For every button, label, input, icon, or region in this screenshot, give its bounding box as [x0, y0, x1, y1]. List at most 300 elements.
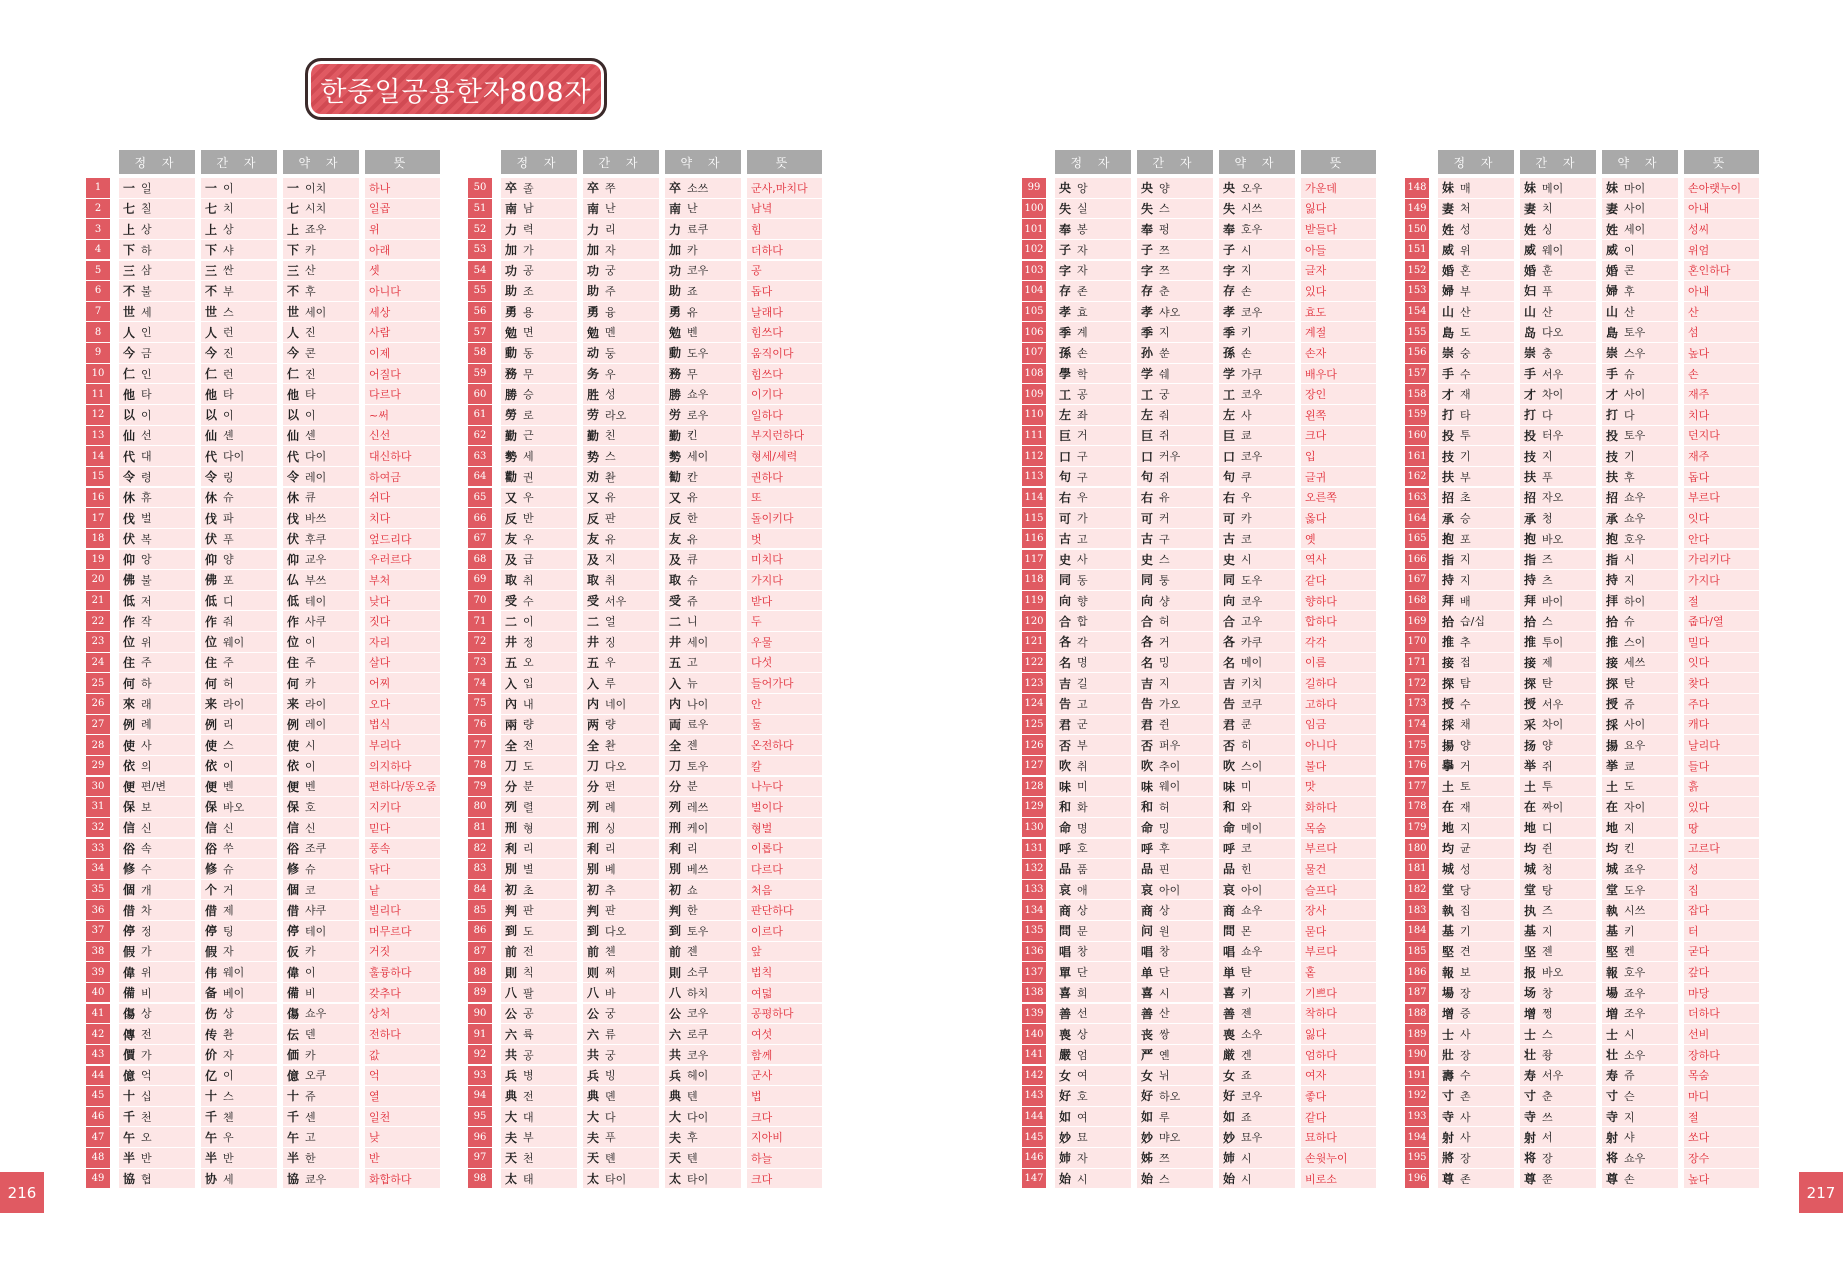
japanese-cell: 孝 코우: [1219, 302, 1295, 322]
simplified-cell: 味 웨이: [1137, 777, 1213, 797]
table-row: [468, 900, 822, 921]
table-row: [1022, 797, 1376, 818]
japanese-cell: 卒 소쓰: [665, 178, 741, 198]
simplified-cell: 如 루: [1137, 1107, 1213, 1127]
traditional-cell: 季 계: [1055, 322, 1131, 342]
table-row: [1022, 446, 1376, 467]
meaning-cell: 크다: [747, 1169, 822, 1189]
simplified-cell: 到 다오: [583, 921, 659, 941]
japanese-cell: 承 쇼우: [1602, 508, 1678, 528]
row-number: 128: [1022, 777, 1046, 797]
table-row: [468, 859, 822, 880]
meaning-cell: 셋: [365, 261, 440, 281]
simplified-cell: 上 상: [201, 219, 277, 239]
row-number: 134: [1022, 900, 1046, 920]
meaning-cell: 빌리다: [365, 900, 440, 920]
traditional-cell: 句 구: [1055, 467, 1131, 487]
traditional-cell: 史 사: [1055, 550, 1131, 570]
japanese-cell: 勢 세이: [665, 446, 741, 466]
meaning-cell: 법칙: [747, 962, 822, 982]
table-row: [1022, 467, 1376, 488]
row-number: 5: [86, 261, 110, 281]
meaning-cell: 손윗누이: [1301, 1148, 1376, 1168]
meaning-cell: 위엄: [1684, 240, 1759, 260]
traditional-cell: 他 타: [119, 384, 195, 404]
simplified-cell: 场 창: [1520, 983, 1596, 1003]
simplified-cell: 妙 먀오: [1137, 1127, 1213, 1147]
japanese-cell: 午 고: [283, 1127, 359, 1147]
simplified-cell: 功 궁: [583, 261, 659, 281]
meaning-cell: 반: [365, 1148, 440, 1168]
row-number: 30: [86, 777, 110, 797]
simplified-cell: 低 디: [201, 591, 277, 611]
traditional-cell: 修 수: [119, 859, 195, 879]
table-row: [86, 488, 440, 509]
row-number: 42: [86, 1024, 110, 1044]
row-number: 100: [1022, 199, 1046, 219]
table-row: [1022, 1024, 1376, 1045]
japanese-cell: 央 오우: [1219, 178, 1295, 198]
table-row: [86, 673, 440, 694]
simplified-cell: 商 상: [1137, 900, 1213, 920]
traditional-cell: 太 태: [501, 1169, 577, 1189]
meaning-cell: 목숨: [1684, 1066, 1759, 1086]
japanese-cell: 善 젠: [1219, 1004, 1295, 1024]
row-number: 194: [1405, 1127, 1429, 1147]
japanese-cell: 仰 교우: [283, 550, 359, 570]
traditional-cell: 妙 묘: [1055, 1127, 1131, 1147]
table-row: [468, 488, 822, 509]
japanese-cell: 味 미: [1219, 777, 1295, 797]
simplified-cell: 吉 지: [1137, 673, 1213, 693]
japanese-cell: 七 시치: [283, 199, 359, 219]
table-row: [86, 797, 440, 818]
traditional-cell: 人 인: [119, 322, 195, 342]
traditional-cell: 分 분: [501, 777, 577, 797]
traditional-cell: 兩 량: [501, 715, 577, 735]
row-number: 32: [86, 818, 110, 838]
traditional-cell: 持 지: [1438, 570, 1514, 590]
table-row: [86, 343, 440, 364]
japanese-cell: 告 코쿠: [1219, 694, 1295, 714]
japanese-cell: 単 탄: [1219, 962, 1295, 982]
simplified-cell: 射 서: [1520, 1127, 1596, 1147]
japanese-cell: 投 토우: [1602, 426, 1678, 446]
japanese-cell: 兵 헤이: [665, 1066, 741, 1086]
japanese-cell: 及 큐: [665, 550, 741, 570]
table-row: [1405, 261, 1759, 282]
simplified-cell: 取 취: [583, 570, 659, 590]
table-row: [1405, 777, 1759, 798]
traditional-cell: 妻 처: [1438, 199, 1514, 219]
table-row: [468, 715, 822, 736]
row-number: 4: [86, 240, 110, 260]
japanese-cell: 合 고우: [1219, 611, 1295, 631]
meaning-cell: 부지런하다: [747, 426, 822, 446]
table-row: [1405, 653, 1759, 674]
simplified-cell: 命 밍: [1137, 818, 1213, 838]
row-number: 158: [1405, 384, 1429, 404]
traditional-cell: 勇 용: [501, 302, 577, 322]
table-row: [468, 839, 822, 860]
row-number: 14: [86, 446, 110, 466]
japanese-cell: 才 사이: [1602, 384, 1678, 404]
row-number: 39: [86, 962, 110, 982]
japanese-cell: 来 라이: [283, 694, 359, 714]
meaning-cell: 여섯: [747, 1024, 822, 1044]
table-row: [1405, 1045, 1759, 1066]
simplified-cell: 告 가오: [1137, 694, 1213, 714]
meaning-cell: 고하다: [1301, 694, 1376, 714]
traditional-cell: 今 금: [119, 343, 195, 363]
simplified-cell: 不 부: [201, 281, 277, 301]
simplified-cell: 何 허: [201, 673, 277, 693]
table-row: [86, 611, 440, 632]
table-row: [468, 199, 822, 220]
table-row: [1022, 756, 1376, 777]
simplified-cell: 右 유: [1137, 488, 1213, 508]
table-row: [468, 1148, 822, 1169]
japanese-cell: 代 다이: [283, 446, 359, 466]
japanese-cell: 探 탄: [1602, 673, 1678, 693]
japanese-cell: 接 세쓰: [1602, 653, 1678, 673]
simplified-cell: 土 투: [1520, 777, 1596, 797]
simplified-cell: 仁 런: [201, 364, 277, 384]
simplified-cell: 央 양: [1137, 178, 1213, 198]
row-number: 107: [1022, 343, 1046, 363]
row-number: 38: [86, 942, 110, 962]
japanese-cell: 一 이치: [283, 178, 359, 198]
traditional-cell: 公 공: [501, 1004, 577, 1024]
row-number: 132: [1022, 859, 1046, 879]
row-number: 166: [1405, 550, 1429, 570]
column-header: 약 자: [283, 150, 359, 174]
japanese-cell: 均 킨: [1602, 839, 1678, 859]
meaning-cell: 향하다: [1301, 591, 1376, 611]
japanese-cell: 三 산: [283, 261, 359, 281]
row-number: 173: [1405, 694, 1429, 714]
row-number: 187: [1405, 983, 1429, 1003]
column-header: 약 자: [665, 150, 741, 174]
meaning-cell: 전하다: [365, 1024, 440, 1044]
traditional-cell: 報 보: [1438, 962, 1514, 982]
traditional-cell: 地 지: [1438, 818, 1514, 838]
traditional-cell: 如 여: [1055, 1107, 1131, 1127]
japanese-cell: 堅 켄: [1602, 942, 1678, 962]
meaning-cell: 칼: [747, 756, 822, 776]
simplified-cell: 孝 샤오: [1137, 302, 1213, 322]
japanese-cell: 挙 쿄: [1602, 756, 1678, 776]
table-row: [1405, 405, 1759, 426]
meaning-cell: 이기다: [747, 384, 822, 404]
simplified-cell: 才 차이: [1520, 384, 1596, 404]
simplified-cell: 伟 웨이: [201, 962, 277, 982]
table-row: [86, 694, 440, 715]
table-row: [1405, 570, 1759, 591]
simplified-cell: 太 타이: [583, 1169, 659, 1189]
simplified-cell: 左 줘: [1137, 405, 1213, 425]
traditional-cell: 子 자: [1055, 240, 1131, 260]
table-row: [1022, 1127, 1376, 1148]
japanese-cell: 島 토우: [1602, 322, 1678, 342]
japanese-cell: 天 텐: [665, 1148, 741, 1168]
japanese-cell: 公 코우: [665, 1004, 741, 1024]
table-row: [1022, 591, 1376, 612]
meaning-cell: 손: [1684, 364, 1759, 384]
simplified-cell: 勤 친: [583, 426, 659, 446]
table-row: [86, 219, 440, 240]
simplified-cell: 基 지: [1520, 921, 1596, 941]
traditional-cell: 反 반: [501, 508, 577, 528]
meaning-cell: 풍속: [365, 839, 440, 859]
simplified-cell: 代 다이: [201, 446, 277, 466]
table-row: [1022, 488, 1376, 509]
table-row: [1022, 1086, 1376, 1107]
row-number: 150: [1405, 219, 1429, 239]
traditional-cell: 吹 취: [1055, 756, 1131, 776]
meaning-cell: 아내: [1684, 199, 1759, 219]
simplified-cell: 修 슈: [201, 859, 277, 879]
japanese-cell: 今 콘: [283, 343, 359, 363]
simplified-cell: 友 유: [583, 529, 659, 549]
table-row: [1022, 1004, 1376, 1025]
column-header: 간 자: [583, 150, 659, 174]
table-row: [1022, 777, 1376, 798]
traditional-cell: 南 남: [501, 199, 577, 219]
row-number: 152: [1405, 261, 1429, 281]
simplified-cell: 采 차이: [1520, 715, 1596, 735]
meaning-cell: 법: [747, 1086, 822, 1106]
simplified-cell: 扬 양: [1520, 735, 1596, 755]
meaning-cell: 아들: [1301, 240, 1376, 260]
simplified-cell: 仰 양: [201, 550, 277, 570]
row-number: 48: [86, 1148, 110, 1168]
japanese-cell: 射 샤: [1602, 1127, 1678, 1147]
japanese-cell: 各 카쿠: [1219, 632, 1295, 652]
simplified-cell: 士 스: [1520, 1024, 1596, 1044]
meaning-cell: 크다: [747, 1107, 822, 1127]
table-row: [86, 839, 440, 860]
traditional-cell: 勤 근: [501, 426, 577, 446]
meaning-cell: 살다: [365, 653, 440, 673]
simplified-cell: 丧 쌍: [1137, 1024, 1213, 1044]
traditional-cell: 作 작: [119, 611, 195, 631]
simplified-cell: 孙 쑨: [1137, 343, 1213, 363]
simplified-cell: 假 자: [201, 942, 277, 962]
meaning-cell: 우물: [747, 632, 822, 652]
meaning-cell: 엎드리다: [365, 529, 440, 549]
table-row: [86, 1004, 440, 1025]
simplified-cell: 史 스: [1137, 550, 1213, 570]
table-row: [1405, 488, 1759, 509]
japanese-cell: 勤 킨: [665, 426, 741, 446]
meaning-cell: 집: [1684, 880, 1759, 900]
row-number: 105: [1022, 302, 1046, 322]
table-row: [468, 302, 822, 323]
simplified-cell: 一 이: [201, 178, 277, 198]
meaning-cell: 부르다: [1301, 942, 1376, 962]
traditional-cell: 伏 복: [119, 529, 195, 549]
simplified-cell: 合 허: [1137, 611, 1213, 631]
simplified-cell: 同 퉁: [1137, 570, 1213, 590]
simplified-cell: 作 줘: [201, 611, 277, 631]
table-row: [1405, 921, 1759, 942]
simplified-cell: 全 촨: [583, 735, 659, 755]
row-number: 71: [468, 611, 492, 631]
traditional-cell: 井 정: [501, 632, 577, 652]
traditional-cell: 又 우: [501, 488, 577, 508]
traditional-cell: 品 품: [1055, 859, 1131, 879]
traditional-cell: 哀 애: [1055, 880, 1131, 900]
row-number: 1: [86, 178, 110, 198]
row-number: 37: [86, 921, 110, 941]
table-row: [1022, 261, 1376, 282]
traditional-cell: 何 하: [119, 673, 195, 693]
table-row: [468, 343, 822, 364]
meaning-cell: 돌이키다: [747, 508, 822, 528]
traditional-cell: 助 조: [501, 281, 577, 301]
table-row: [1405, 508, 1759, 529]
table-row: [86, 921, 440, 942]
meaning-cell: 법식: [365, 715, 440, 735]
table-row: [1405, 446, 1759, 467]
japanese-cell: 寿 쥬: [1602, 1066, 1678, 1086]
row-number: 62: [468, 426, 492, 446]
table-row: [86, 962, 440, 983]
japanese-cell: 上 죠우: [283, 219, 359, 239]
simplified-cell: 午 우: [201, 1127, 277, 1147]
simplified-cell: 刑 싱: [583, 818, 659, 838]
row-number: 186: [1405, 962, 1429, 982]
traditional-cell: 夫 부: [501, 1127, 577, 1147]
simplified-cell: 婚 훈: [1520, 261, 1596, 281]
table-row: [1022, 426, 1376, 447]
row-number: 110: [1022, 405, 1046, 425]
table-row: [1405, 219, 1759, 240]
table-row: [468, 550, 822, 571]
table-row: [86, 446, 440, 467]
simplified-cell: 尊 쭌: [1520, 1169, 1596, 1189]
japanese-cell: 揚 요우: [1602, 735, 1678, 755]
meaning-cell: 힘: [747, 219, 822, 239]
simplified-cell: 吹 추이: [1137, 756, 1213, 776]
table-row: [86, 756, 440, 777]
row-number: 72: [468, 632, 492, 652]
row-number: 97: [468, 1148, 492, 1168]
simplified-cell: 伏 푸: [201, 529, 277, 549]
japanese-cell: 借 샤쿠: [283, 900, 359, 920]
simplified-cell: 人 런: [201, 322, 277, 342]
table-header: [501, 150, 822, 174]
meaning-cell: 흙: [1684, 777, 1759, 797]
table-row: [1022, 343, 1376, 364]
table-row: [1405, 818, 1759, 839]
traditional-cell: 威 위: [1438, 240, 1514, 260]
meaning-cell: 군사: [747, 1066, 822, 1086]
simplified-cell: 例 리: [201, 715, 277, 735]
traditional-cell: 便 편/변: [119, 777, 195, 797]
meaning-cell: 계절: [1301, 322, 1376, 342]
simplified-cell: 备 베이: [201, 983, 277, 1003]
japanese-cell: 巨 쿄: [1219, 426, 1295, 446]
japanese-cell: 判 한: [665, 900, 741, 920]
table-row: [1405, 715, 1759, 736]
traditional-cell: 傳 전: [119, 1024, 195, 1044]
meaning-cell: 입: [1301, 446, 1376, 466]
japanese-cell: 威 이: [1602, 240, 1678, 260]
table-row: [468, 756, 822, 777]
traditional-cell: 三 삼: [119, 261, 195, 281]
simplified-cell: 执 즈: [1520, 900, 1596, 920]
simplified-cell: 拜 바이: [1520, 591, 1596, 611]
row-number: 8: [86, 322, 110, 342]
meaning-cell: 터: [1684, 921, 1759, 941]
table-row: [468, 405, 822, 426]
row-number: 78: [468, 756, 492, 776]
table-row: [86, 281, 440, 302]
table-row: [468, 673, 822, 694]
japanese-cell: 堂 도우: [1602, 880, 1678, 900]
traditional-cell: 問 문: [1055, 921, 1131, 941]
japanese-cell: 山 산: [1602, 302, 1678, 322]
row-number: 12: [86, 405, 110, 425]
meaning-cell: 부처: [365, 570, 440, 590]
japanese-cell: 工 코우: [1219, 384, 1295, 404]
japanese-cell: 内 나이: [665, 694, 741, 714]
traditional-cell: 佛 불: [119, 570, 195, 590]
japanese-cell: 在 자이: [1602, 797, 1678, 817]
row-number: 90: [468, 1004, 492, 1024]
japanese-cell: 執 시쓰: [1602, 900, 1678, 920]
meaning-cell: 둘: [747, 715, 822, 735]
table-row: [1405, 343, 1759, 364]
table-row: [86, 632, 440, 653]
simplified-cell: 八 바: [583, 983, 659, 1003]
japanese-cell: 作 사쿠: [283, 611, 359, 631]
row-number: 118: [1022, 570, 1046, 590]
traditional-cell: 承 승: [1438, 508, 1514, 528]
japanese-cell: 姉 시: [1219, 1148, 1295, 1168]
table-row: [1022, 199, 1376, 220]
traditional-cell: 仙 선: [119, 426, 195, 446]
simplified-cell: 技 지: [1520, 446, 1596, 466]
japanese-cell: 婚 콘: [1602, 261, 1678, 281]
meaning-cell: 억: [365, 1066, 440, 1086]
table-row: [1405, 611, 1759, 632]
row-number: 31: [86, 797, 110, 817]
table-row: [1405, 240, 1759, 261]
row-number: 191: [1405, 1066, 1429, 1086]
traditional-cell: 字 자: [1055, 261, 1131, 281]
table-row: [1405, 962, 1759, 983]
meaning-cell: 이르다: [747, 921, 822, 941]
traditional-cell: 命 명: [1055, 818, 1131, 838]
meaning-cell: 더하다: [1684, 1004, 1759, 1024]
traditional-cell: 前 전: [501, 942, 577, 962]
row-number: 163: [1405, 488, 1429, 508]
table-row: [1022, 818, 1376, 839]
table-row: [1405, 1086, 1759, 1107]
row-number: 124: [1022, 694, 1046, 714]
simplified-cell: 始 스: [1137, 1169, 1213, 1189]
simplified-cell: 推 투이: [1520, 632, 1596, 652]
row-number: 103: [1022, 261, 1046, 281]
japanese-cell: 他 타: [283, 384, 359, 404]
simplified-cell: 力 리: [583, 219, 659, 239]
traditional-cell: 動 동: [501, 343, 577, 363]
meaning-cell: 들어가다: [747, 673, 822, 693]
meaning-cell: 더하다: [747, 240, 822, 260]
